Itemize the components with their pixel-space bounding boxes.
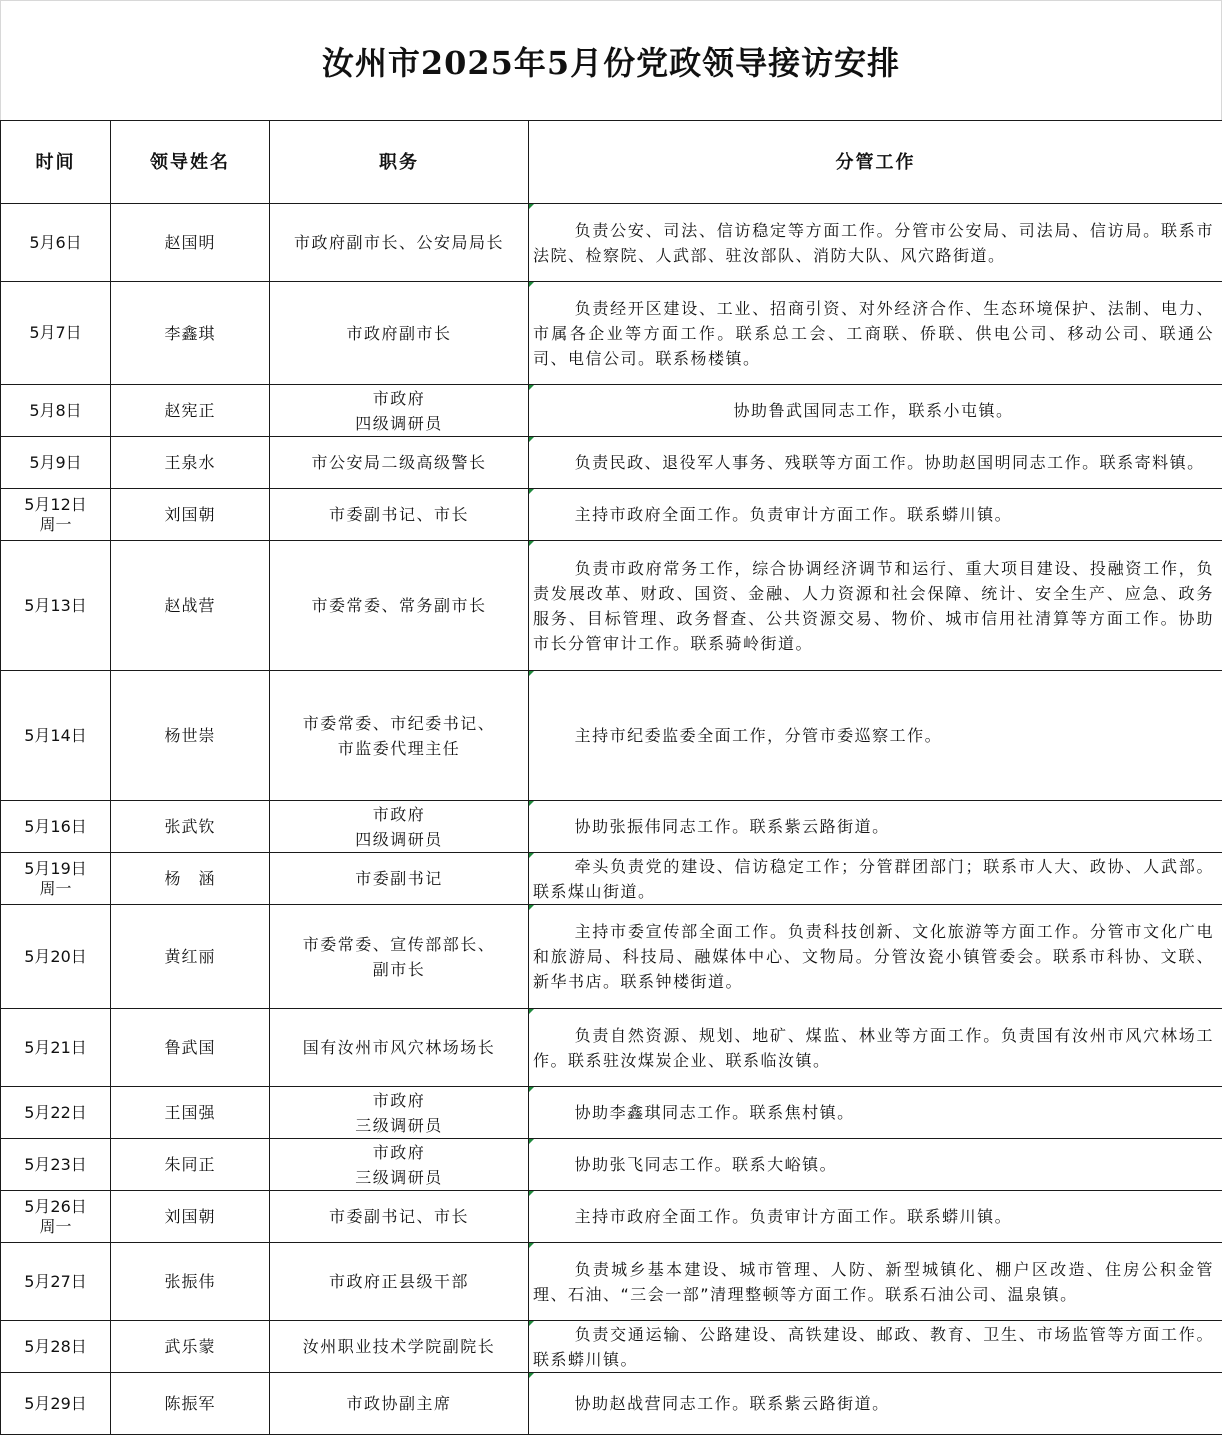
weekday-text: 周一 [39,878,72,898]
position-line: 市监委代理主任 [337,738,461,758]
cell-leader-name: 杨世崇 [111,671,270,801]
cell-date [1,385,111,437]
position-line: 市委常委、常务副市长 [311,596,487,615]
position-line: 三级调研员 [355,1167,443,1187]
table-row [1,385,1222,437]
cell-position [270,204,529,282]
table-row [1,489,1222,541]
date-text: 5月12日 [24,494,87,514]
cell-leader-name: 张振伟 [111,1243,270,1321]
position-line: 市委常委、市纪委书记、 [302,713,496,733]
cell-leader-name: 赵宪正 [111,385,270,437]
cell-leader-name: 杨 涵 [111,853,270,905]
position-line: 市政府 [372,1090,426,1110]
position-line: 市政府正县级干部 [328,1272,469,1291]
position-line: 国有汝州市风穴林场场长 [302,1038,496,1057]
cell-work [529,1321,1222,1373]
cell-leader-name: 武乐蒙 [111,1321,270,1373]
cell-work [529,853,1222,905]
date-text: 5月27日 [24,1271,87,1291]
cell-position [270,671,529,801]
table-row [1,437,1222,489]
cell-date [1,671,111,801]
table-row [1,1373,1222,1435]
cell-date [1,489,111,541]
work-description: 负责自然资源、规划、地矿、煤监、林业等方面工作。负责国有汝州市风穴林场工作。联系驻汝煤炭企业、联系临汝镇。 [533,1025,1214,1070]
cell-position [270,1139,529,1191]
position-line: 市委副书记、市长 [328,1207,469,1226]
cell-position [270,282,529,385]
cell-position [270,905,529,1009]
work-description: 协助张振伟同志工作。联系紫云路街道。 [574,817,890,836]
date-text: 5月22日 [24,1102,87,1122]
cell-date [1,1191,111,1243]
header-position: 职务 [270,121,529,204]
cell-leader-name: 赵国明 [111,204,270,282]
date-text: 5月28日 [24,1336,87,1356]
cell-leader-name: 张武钦 [111,801,270,853]
cell-position [270,1373,529,1435]
cell-position [270,853,529,905]
date-text: 5月13日 [24,595,87,615]
position-line: 市政府 [372,388,426,408]
weekday-text: 周一 [39,514,72,534]
position-line: 市公安局二级高级警长 [311,453,487,472]
cell-date [1,853,111,905]
work-description: 负责市政府常务工作，综合协调经济调节和运行、重大项目建设、投融资工作，负责发展改革、财政、国资、金融、人力资源和社会保障、统计、安全生产、应急、政务服务、目标管理、政务督查、公共资源交易、物价、城市信用社清算等方面工作。协助市长分管审计工作。联系骑岭街道。 [533,558,1214,653]
cell-work [529,1191,1222,1243]
table-row [1,1009,1222,1087]
cell-work [529,541,1222,671]
cell-leader-name: 刘国朝 [111,1191,270,1243]
table-row [1,853,1222,905]
cell-position [270,1009,529,1087]
position-line: 市政协副主席 [346,1394,452,1413]
date-text: 5月16日 [24,816,87,836]
cell-work [529,1009,1222,1087]
table-body [1,204,1222,1435]
date-text: 5月8日 [29,400,82,420]
cell-position [270,385,529,437]
date-text: 5月7日 [29,323,82,342]
table-row [1,671,1222,801]
table-row [1,541,1222,671]
cell-date [1,1243,111,1321]
position-line: 市委副书记、市长 [328,505,469,524]
position-line: 市委副书记 [355,869,443,888]
work-description: 协助赵战营同志工作。联系紫云路街道。 [574,1394,890,1413]
position-line: 四级调研员 [355,413,443,433]
cell-date [1,282,111,385]
cell-leader-name: 陈振军 [111,1373,270,1435]
cell-work [529,1373,1222,1435]
date-text: 5月19日 [24,858,87,878]
date-text: 5月20日 [24,946,87,966]
position-line: 市政府副市长 [346,323,452,343]
table-row [1,1243,1222,1321]
table-row [1,1321,1222,1373]
work-description: 主持市政府全面工作。负责审计方面工作。联系蟒川镇。 [574,1207,1013,1226]
cell-work [529,671,1222,801]
work-description: 协助李鑫琪同志工作。联系焦村镇。 [574,1103,855,1122]
date-text: 5月14日 [24,725,87,745]
cell-leader-name: 赵战营 [111,541,270,671]
date-text: 5月23日 [24,1154,87,1174]
work-description: 负责经开区建设、工业、招商引资、对外经济合作、生态环境保护、法制、电力、市属各企业等方面工作。联系总工会、工商联、侨联、供电公司、移动公司、联通公司、电信公司。联系杨楼镇。 [533,298,1214,368]
cell-work [529,385,1222,437]
position-line: 市政府 [372,1142,426,1162]
work-description: 协助张飞同志工作。联系大峪镇。 [574,1155,838,1174]
cell-date [1,1139,111,1191]
table-row [1,204,1222,282]
work-description: 主持市政府全面工作。负责审计方面工作。联系蟒川镇。 [574,505,1013,524]
cell-date [1,1009,111,1087]
work-description: 负责城乡基本建设、城市管理、人防、新型城镇化、棚户区改造、住房公积金管理、石油、“三会一部”清理整顿等方面工作。联系石油公司、温泉镇。 [533,1259,1214,1304]
date-text: 5月26日 [24,1196,87,1216]
cell-work [529,801,1222,853]
cell-leader-name: 朱同正 [111,1139,270,1191]
cell-date [1,801,111,853]
cell-position [270,437,529,489]
header-row [1,121,1222,204]
page-title: 汝州市2025年5月份党政领导接访安排 [321,43,901,82]
position-line: 市政府副市长、公安局局长 [293,233,504,252]
table-row [1,801,1222,853]
cell-work [529,1087,1222,1139]
work-description: 协助鲁武国同志工作，联系小屯镇。 [733,401,1014,420]
cell-date [1,1087,111,1139]
cell-date [1,1321,111,1373]
title-row [0,0,1222,120]
work-description: 负责民政、退役军人事务、残联等方面工作。协助赵国明同志工作。联系寄料镇。 [574,453,1205,472]
cell-work [529,1243,1222,1321]
date-text: 5月6日 [29,232,82,252]
work-description: 负责公安、司法、信访稳定等方面工作。分管市公安局、司法局、信访局。联系市法院、检察院、人武部、驻汝部队、消防大队、风穴路街道。 [533,220,1214,265]
date-text: 5月29日 [24,1393,87,1413]
position-line: 副市长 [372,959,426,979]
cell-leader-name: 王泉水 [111,437,270,489]
table-row [1,1139,1222,1191]
position-line: 三级调研员 [355,1115,443,1135]
date-text: 5月9日 [29,452,82,472]
cell-position [270,1087,529,1139]
work-description: 牵头负责党的建设、信访稳定工作；分管群团部门；联系市人大、政协、人武部。联系煤山街道。 [533,856,1214,901]
position-line: 市委常委、宣传部部长、 [302,934,496,954]
position-line: 汝州职业技术学院副院长 [302,1337,496,1356]
table-row [1,282,1222,385]
cell-work [529,437,1222,489]
cell-position [270,541,529,671]
cell-leader-name: 黄红丽 [111,905,270,1009]
header-name: 领导姓名 [111,121,270,204]
cell-leader-name: 李鑫琪 [111,282,270,385]
cell-position [270,1191,529,1243]
cell-date [1,204,111,282]
header-work: 分管工作 [529,121,1222,204]
cell-date [1,541,111,671]
cell-position [270,1321,529,1373]
schedule-table [0,120,1222,1435]
cell-position [270,489,529,541]
table-row [1,1087,1222,1139]
cell-work [529,489,1222,541]
weekday-text: 周一 [39,1216,72,1236]
cell-position [270,801,529,853]
work-description: 主持市纪委监委全面工作，分管市委巡察工作。 [574,726,943,745]
cell-work [529,1139,1222,1191]
position-line: 市政府 [372,804,426,824]
cell-work [529,282,1222,385]
table-row [1,905,1222,1009]
cell-leader-name: 王国强 [111,1087,270,1139]
cell-date [1,437,111,489]
header-date: 时间 [1,121,111,204]
work-description: 主持市委宣传部全面工作。负责科技创新、文化旅游等方面工作。分管市文化广电和旅游局、科技局、融媒体中心、文物局。分管汝瓷小镇管委会。联系市科协、文联、新华书店。联系钟楼街道。 [533,922,1214,991]
cell-work [529,905,1222,1009]
cell-leader-name: 刘国朝 [111,489,270,541]
cell-leader-name: 鲁武国 [111,1009,270,1087]
table-row [1,1191,1222,1243]
cell-work [529,204,1222,282]
cell-date [1,905,111,1009]
position-line: 四级调研员 [355,829,443,849]
work-description: 负责交通运输、公路建设、高铁建设、邮政、教育、卫生、市场监管等方面工作。联系蟒川镇。 [533,1324,1214,1369]
date-text: 5月21日 [24,1037,87,1057]
cell-date [1,1373,111,1435]
cell-position [270,1243,529,1321]
